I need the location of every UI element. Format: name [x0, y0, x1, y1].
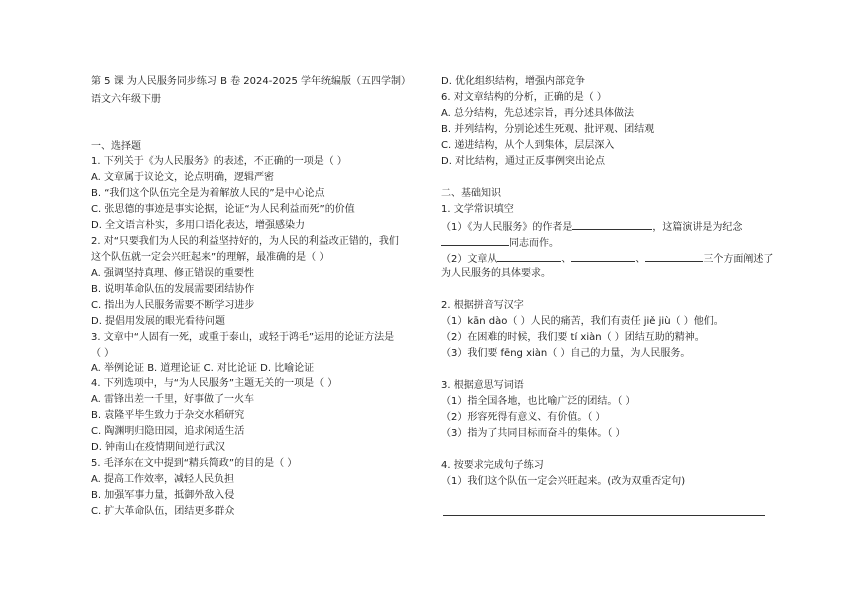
q5-option-a: A. 提高工作效率，减轻人民负担 — [91, 474, 235, 485]
k1-line1-text-b: ，这篇演讲是为纪念 — [652, 222, 743, 233]
q6-option-d: D. 对比结构，通过正反事例突出论点 — [441, 156, 606, 167]
k2-title: 2. 根据拼音写汉字 — [441, 300, 524, 311]
aspect-blank-1[interactable] — [497, 251, 561, 262]
q2-stem-1: 2. 对“只要我们为人民的利益坚持好的，为人民的利益改正错的，我们 — [91, 236, 399, 247]
q1-option-c: C. 张思德的事迹是事实论据，论证“为人民利益而死”的价值 — [91, 204, 355, 215]
k1-line2-text-d: 三个方面阐述了 — [703, 254, 774, 265]
q1-option-b: B. “我们这个队伍完全是为着解放人民的”是中心论点 — [91, 188, 325, 199]
aspect-blank-3[interactable] — [645, 251, 703, 262]
q6-option-a: A. 总分结构，先总述宗旨，再分述具体做法 — [441, 108, 635, 119]
k1-line1-text-a: （1）《为人民服务》的作者是 — [441, 222, 573, 233]
k3-item1: （1）指全国各地，也比喻广泛的团结。（ ） — [441, 396, 636, 407]
doc-title-line2: 语文六年级下册 — [91, 94, 161, 105]
section2-heading: 二、基础知识 — [441, 188, 501, 199]
q1-option-d: D. 全文语言朴实，多用口语化表达，增强感染力 — [91, 220, 306, 231]
section1-heading: 一、选择题 — [91, 141, 141, 152]
q3-options: A. 举例论证 B. 道理论证 C. 对比论证 D. 比喻论证 — [91, 363, 315, 374]
q5-option-c: C. 扩大革命队伍，团结更多群众 — [91, 506, 235, 517]
commemorate-blank[interactable] — [441, 235, 509, 246]
k1-line2-sep-2: 、 — [635, 254, 646, 265]
k1-line2-cont: 为人民服务的具体要求。 — [441, 268, 551, 279]
k3-title: 3. 根据意思写词语 — [441, 380, 524, 391]
q2-option-c: C. 指出为人民服务需要不断学习进步 — [91, 300, 255, 311]
q4-option-a: A. 雷锋出差一千里，好事做了一火车 — [91, 394, 255, 405]
k4-title: 4. 按要求完成句子练习 — [441, 460, 544, 471]
k1-line2-text-a: （2）文章从 — [441, 254, 498, 265]
author-blank[interactable] — [572, 219, 652, 230]
q1-option-a: A. 文章属于议论文，论点明确，逻辑严密 — [91, 172, 275, 183]
k1-line2 — [441, 251, 773, 267]
q5-option-b: B. 加强军事力量，抵御外敌入侵 — [91, 490, 235, 501]
doc-title-line1: 第 5 课 为人民服务同步练习 B 卷 2024-2025 学年统编版（五四学制） — [91, 76, 411, 87]
k1-line1 — [441, 219, 742, 235]
k2-item2: （2）在困难的时候，我们要 tí xiàn（ ）团结互助的精神。 — [441, 332, 705, 343]
k3-item2: （2）形容死得有意义、有价值。（ ） — [441, 412, 606, 423]
q4-option-c: C. 陶渊明归隐田园，追求闲适生活 — [91, 426, 245, 437]
k3-item3: （3）指为了共同目标而奋斗的集体。（ ） — [441, 428, 626, 439]
q2-option-a: A. 强调坚持真理、修正错误的重要性 — [91, 268, 255, 279]
q3-stem-2: （ ） — [91, 348, 115, 359]
q6-stem: 6. 对文章结构的分析，正确的是（ ） — [441, 92, 607, 103]
k1-line1-cont — [441, 235, 559, 251]
k2-item3: （3）我们要 fēng xiàn（ ）自己的力量，为人民服务。 — [441, 348, 691, 359]
aspect-blank-2[interactable] — [571, 251, 635, 262]
k1-title: 1. 文学常识填空 — [441, 204, 514, 215]
q4-option-d: D. 钟南山在疫情期间逆行武汉 — [91, 442, 226, 453]
q3-stem-1: 3. 文章中“人固有一死，或重于泰山，或轻于鸿毛”运用的论证方法是 — [91, 332, 395, 343]
q4-option-b: B. 袁隆平毕生致力于杂交水稻研究 — [91, 410, 245, 421]
q2-stem-2: 这个队伍就一定会兴旺起来”的理解，最准确的是（ ） — [91, 252, 330, 263]
q5-option-d: D. 优化组织结构，增强内部竞争 — [441, 76, 586, 87]
q2-option-b: B. 说明革命队伍的发展需要团结协作 — [91, 284, 255, 295]
q1-stem: 1. 下列关于《为人民服务》的表述，不正确的一项是（ ） — [91, 156, 347, 167]
k1-line2-sep-1: 、 — [561, 254, 572, 265]
k1-line1-text-c: 同志而作。 — [509, 238, 559, 249]
answer-line[interactable] — [443, 515, 765, 516]
k4-item1: （1）我们这个队伍一定会兴旺起来。(改为双重否定句) — [441, 476, 686, 487]
k2-item1: （1）kān dào（ ）人民的痛苦，我们有责任 jiě jiù（ ）他们。 — [441, 316, 724, 327]
q6-option-b: B. 并列结构，分别论述生死观、批评观、团结观 — [441, 124, 655, 135]
q2-option-d: D. 提倡用发展的眼光看待问题 — [91, 316, 226, 327]
q6-option-c: C. 递进结构，从个人到集体，层层深入 — [441, 140, 615, 151]
q5-stem: 5. 毛泽东在文中提到“精兵简政”的目的是（ ） — [91, 458, 298, 469]
q4-stem: 4. 下列选项中，与“为人民服务”主题无关的一项是（ ） — [91, 378, 338, 389]
